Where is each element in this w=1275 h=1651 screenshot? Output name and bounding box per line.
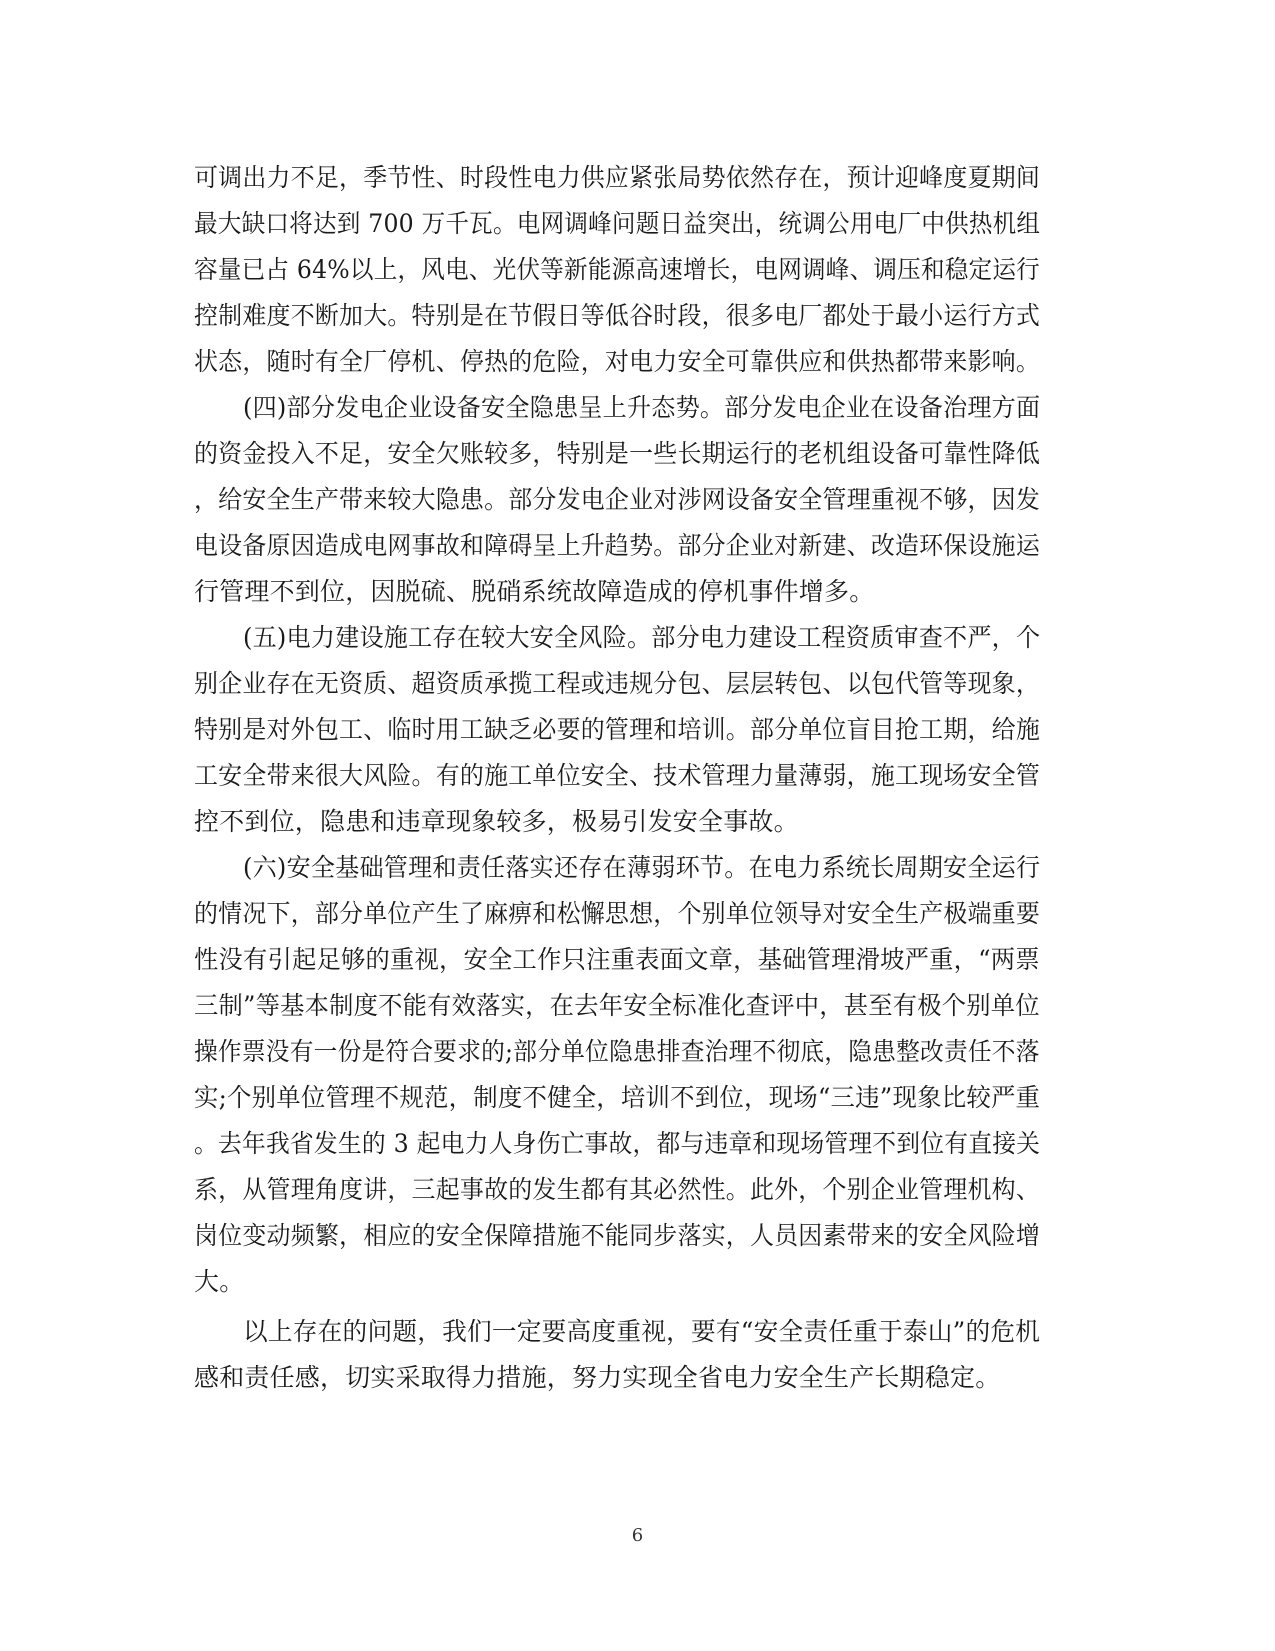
text-line: 容量已占 64%以上，风电、光伏等新能源高速增长，电网调峰、调压和稳定运行	[194, 255, 1040, 284]
text-line: ，给安全生产带来较大隐患。部分发电企业对涉网设备安全管理重视不够，因发	[194, 485, 1041, 514]
text-line: 三制”等基本制度不能有效落实，在去年安全标准化查评中，甚至有极个别单位	[194, 991, 1040, 1020]
text-line: 。去年我省发生的 3 起电力人身伤亡事故，都与违章和现场管理不到位有直接关	[194, 1129, 1041, 1158]
page-number: 6	[631, 1525, 644, 1546]
text-line: 操作票没有一份是符合要求的;部分单位隐患排查治理不彻底，隐患整改责任不落	[194, 1037, 1040, 1066]
text-line: 以上存在的问题，我们一定要高度重视，要有“安全责任重于泰山”的危机	[243, 1317, 1041, 1346]
text-line: 控制难度不断加大。特别是在节假日等低谷时段，很多电厂都处于最小运行方式	[194, 301, 1041, 330]
text-line: 的情况下，部分单位产生了麻痹和松懈思想，个别单位领导对安全生产极端重要	[194, 899, 1041, 928]
text-line: 岗位变动频繁，相应的安全保障措施不能同步落实，人员因素带来的安全风险增	[194, 1221, 1041, 1250]
text-line: 的资金投入不足，安全欠账较多，特别是一些长期运行的老机组设备可靠性降低	[194, 439, 1041, 468]
text-line: 系，从管理角度讲，三起事故的发生都有其必然性。此外，个别企业管理机构、	[194, 1175, 1041, 1204]
text-line: 感和责任感，切实采取得力措施，努力实现全省电力安全生产长期稳定。	[194, 1363, 1001, 1392]
text-line: (五)电力建设施工存在较大安全风险。部分电力建设工程资质审查不严，个	[243, 623, 1041, 652]
text-line: 特别是对外包工、临时用工缺乏必要的管理和培训。部分单位盲目抢工期，给施	[194, 715, 1041, 744]
text-line: 实;个别单位管理不规范，制度不健全，培训不到位，现场“三违”现象比较严重	[194, 1083, 1041, 1112]
text-line: (四)部分发电企业设备安全隐患呈上升态势。部分发电企业在设备治理方面	[243, 393, 1041, 422]
text-line: 最大缺口将达到 700 万千瓦。电网调峰问题日益突出，统调公用电厂中供热机组	[194, 209, 1041, 238]
text-line: 电设备原因造成电网事故和障碍呈上升趋势。部分企业对新建、改造环保设施运	[194, 531, 1041, 560]
text-line: 别企业存在无资质、超资质承揽工程或违规分包、层层转包、以包代管等现象，	[194, 669, 1041, 698]
text-line: 行管理不到位，因脱硫、脱硝系统故障造成的停机事件增多。	[194, 577, 875, 606]
text-line: 可调出力不足，季节性、时段性电力供应紧张局势依然存在，预计迎峰度夏期间	[194, 163, 1041, 192]
text-line: 控不到位，隐患和违章现象较多，极易引发安全事故。	[194, 807, 799, 836]
text-line: 工安全带来很大风险。有的施工单位安全、技术管理力量薄弱，施工现场安全管	[194, 761, 1041, 790]
text-line: (六)安全基础管理和责任落实还存在薄弱环节。在电力系统长周期安全运行	[243, 853, 1041, 882]
text-line: 性没有引起足够的重视，安全工作只注重表面文章，基础管理滑坡严重，“两票	[194, 945, 1040, 974]
text-line: 状态，随时有全厂停机、停热的危险，对电力安全可靠供应和供热都带来影响。	[194, 347, 1041, 376]
text-line: 大。	[194, 1267, 245, 1296]
